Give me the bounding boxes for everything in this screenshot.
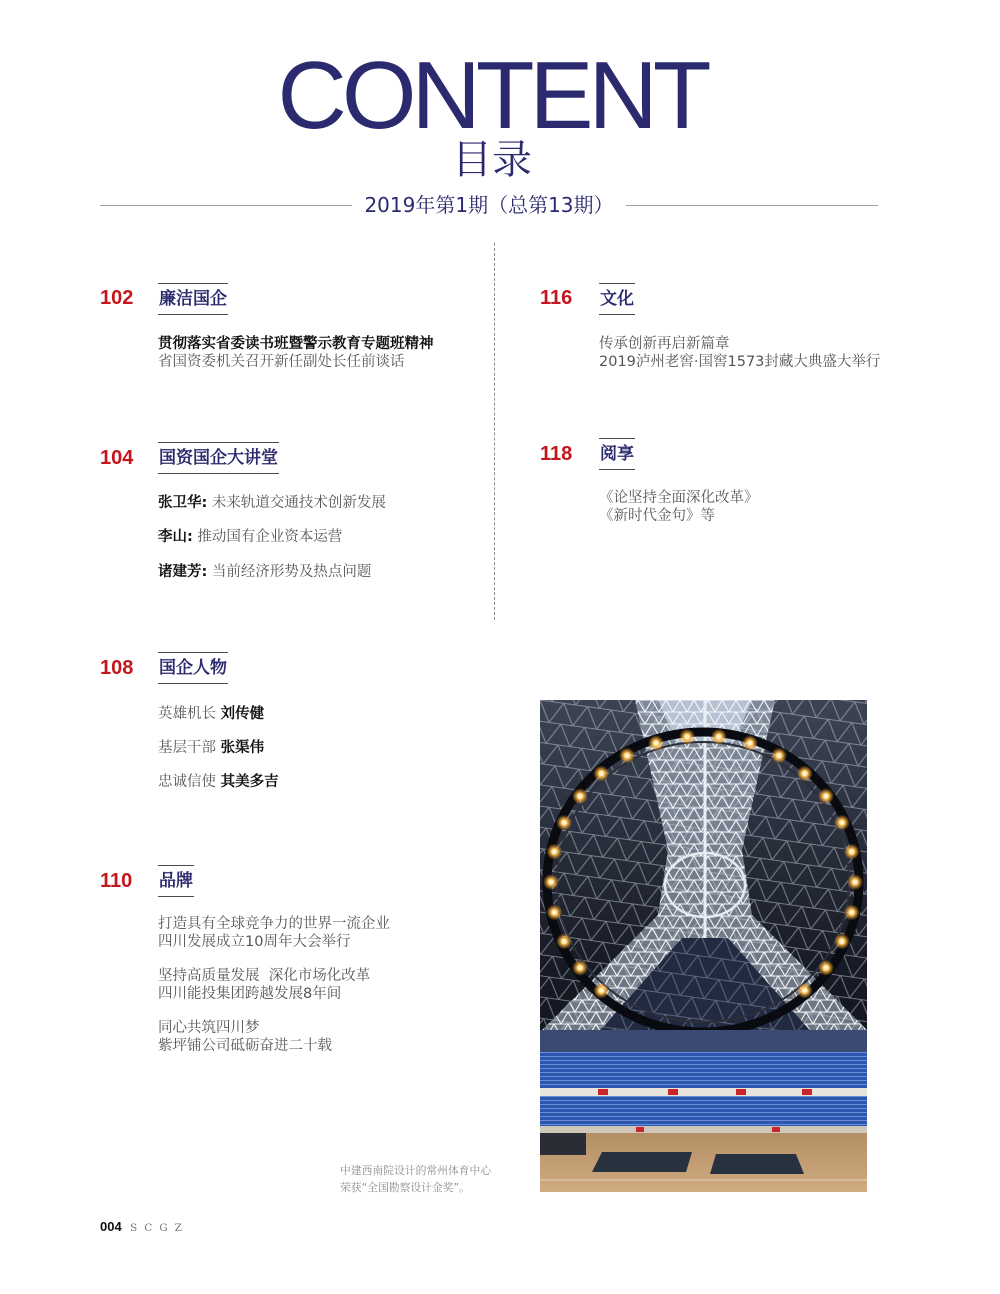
person-role: 基层干部 [158, 740, 216, 756]
section-title: 品牌 [158, 865, 194, 897]
stadium-photo [540, 700, 867, 1192]
photo-caption-line: 中建西南院设计的常州体育中心 [340, 1164, 492, 1177]
section-page-number: 116 [540, 287, 573, 309]
issue-text: 2019年第1期（总第13期） [352, 193, 625, 217]
person-name: 刘传健 [220, 706, 265, 722]
person-role: 英雄机长 [158, 706, 216, 722]
section-title: 阅享 [599, 438, 635, 470]
section-title: 国资国企大讲堂 [158, 442, 279, 474]
speaker-name: 张卫华: [158, 495, 208, 511]
speaker-name: 李山: [158, 529, 193, 545]
section-title: 国企人物 [158, 652, 228, 684]
section-page-number: 110 [100, 870, 133, 892]
article-line: 坚持高质量发展 深化市场化改革 [158, 968, 371, 984]
page-title-chinese: 目录 [452, 137, 532, 183]
magazine-code: SCGZ [130, 1222, 189, 1234]
person-item [158, 705, 264, 723]
section-title: 廉洁国企 [158, 283, 228, 315]
lecture-item [158, 528, 342, 546]
lecture-topic: 推动国有企业资本运营 [197, 529, 343, 545]
person-name: 张渠伟 [220, 740, 265, 756]
photo-caption-line: 荣获“全国勘察设计金奖”。 [340, 1181, 470, 1194]
lecture-item [158, 494, 386, 512]
article-line: 四川发展成立10周年大会举行 [158, 934, 351, 950]
article-line: 2019泸州老窖·国窖1573封藏大典盛大举行 [599, 354, 881, 370]
speaker-name: 诸建芳: [158, 564, 208, 580]
section-title: 文化 [599, 283, 635, 315]
article-line: 《新时代金句》等 [599, 508, 715, 524]
lecture-topic: 未来轨道交通技术创新发展 [211, 495, 386, 511]
person-item [158, 739, 264, 757]
lecture-item [158, 563, 371, 581]
article-headline: 贯彻落实省委读书班暨警示教育专题班精神 [158, 336, 434, 352]
issue-label [289, 192, 689, 218]
section-page-number: 104 [100, 447, 134, 469]
article-line: 紫坪铺公司砥砺奋进二十载 [158, 1038, 332, 1054]
article-line: 《论坚持全面深化改革》 [599, 490, 759, 506]
section-page-number: 118 [540, 443, 573, 465]
article-line: 打造具有全球竞争力的世界一流企业 [158, 916, 390, 932]
article-line: 四川能投集团跨越发展8年间 [158, 986, 342, 1002]
column-divider [494, 243, 495, 620]
article-line: 传承创新再启新篇章 [599, 336, 730, 352]
person-role: 忠诚信使 [158, 774, 216, 790]
person-name: 其美多吉 [220, 774, 279, 790]
section-page-number: 102 [100, 287, 134, 309]
article-subline: 省国资委机关召开新任副处长任前谈话 [158, 354, 405, 370]
article-line: 同心共筑四川梦 [158, 1020, 260, 1036]
section-page-number: 108 [100, 657, 134, 679]
page-number: 004 [100, 1219, 122, 1234]
person-item [158, 773, 279, 791]
page-title-english: CONTENT [277, 42, 707, 149]
lecture-topic: 当前经济形势及热点问题 [211, 564, 372, 580]
